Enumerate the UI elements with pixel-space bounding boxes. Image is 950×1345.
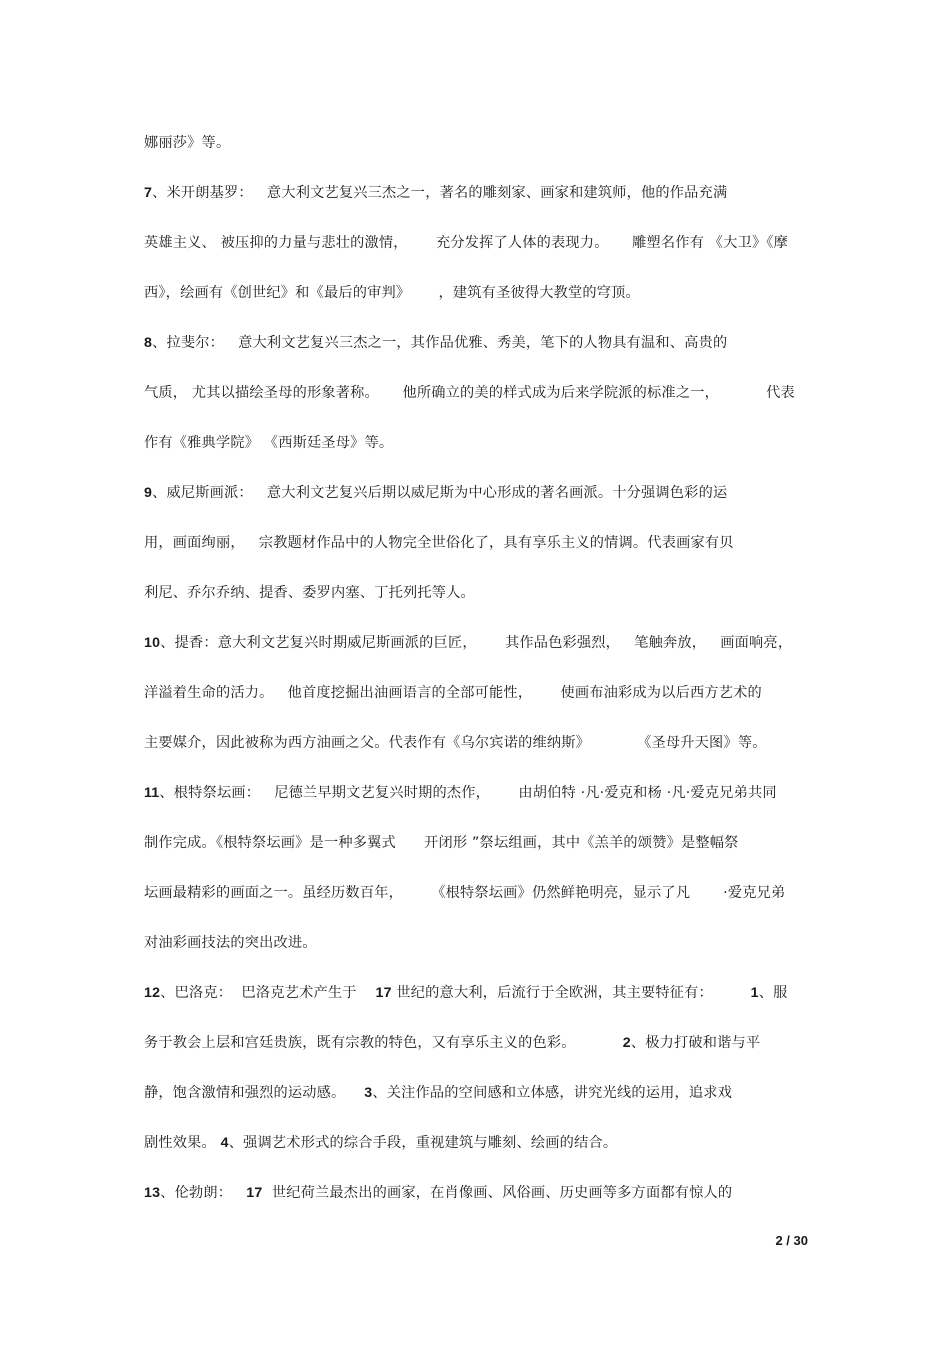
text-span: 英雄主义、 被压抑的力量与悲壮的激情， 充分发挥了人体的表现力。 雕塑名作有 《大卫》《摩 [144, 235, 789, 251]
text-line [144, 433, 808, 453]
text-span: 主要媒介，因此被称为西方油画之父。代表作有《乌尔宾诺的维纳斯》 《圣母升天图》等。 [144, 735, 767, 751]
text-span: 西》，绘画有《创世纪》和《最后的审判》 ，建筑有圣彼得大教堂的穹顶。 [144, 285, 640, 301]
text-span: 利尼、乔尔乔纳、提香、委罗内塞、丁托列托等人。 [144, 585, 475, 601]
text-span: 、根特祭坛画： 尼德兰早期文艺复兴时期的杰作， 由胡伯特 ·凡·爱克和杨 ·凡·爱克兄弟共同 [159, 785, 777, 801]
text-span: 剧性效果。 [144, 1135, 221, 1151]
text-span: 世纪荷兰最杰出的画家，在肖像画、风俗画、历史画等多方面都有惊人的 [262, 1185, 733, 1201]
text-span: 、强调艺术形式的综合手段，重视建筑与雕刻、绘画的结合。 [228, 1135, 618, 1151]
item-number: 11 [144, 785, 160, 801]
text-span: 对油彩画技法的突出改进。 [144, 935, 317, 951]
text-span: 世纪的意大利，后流行于全欧洲，其主要特征有： [391, 985, 751, 1001]
text-span: 娜丽莎》等。 [144, 135, 231, 151]
text-span: 、服 [758, 985, 788, 1001]
text-line [144, 1183, 808, 1203]
text-line [144, 1083, 808, 1103]
item-number: 17 [375, 985, 392, 1001]
text-line [144, 483, 808, 503]
text-span: 气质， 尤其以描绘圣母的形象著称。 他所确立的美的样式成为后来学院派的标准之一， 代表 [144, 385, 795, 401]
text-line [144, 583, 808, 603]
text-span: 务于教会上层和宫廷贵族，既有宗教的特色，又有享乐主义的色彩。 [144, 1035, 623, 1051]
text-line [144, 1133, 808, 1153]
text-span: 、威尼斯画派： 意大利文艺复兴后期以威尼斯为中心形成的著名画派。十分强调色彩的运 [152, 485, 728, 501]
text-span: 、伦勃朗： [160, 1185, 247, 1201]
text-span: 、米开朗基罗： 意大利文艺复兴三杰之一，著名的雕刻家、画家和建筑师，他的作品充满 [152, 185, 728, 201]
item-number: 7 [144, 185, 153, 201]
text-line [144, 333, 808, 353]
text-span: 洋溢着生命的活力。 他首度挖掘出油画语言的全部可能性， 使画布油彩成为以后西方艺术的 [144, 685, 762, 701]
text-line [144, 883, 808, 903]
text-line [144, 383, 808, 403]
text-span: 静，饱含激情和强烈的运动感。 [144, 1085, 365, 1101]
text-line [144, 733, 808, 753]
item-number: 10 [144, 635, 161, 651]
item-number: 2 [622, 1035, 631, 1051]
text-line [144, 833, 808, 853]
text-line [144, 1033, 808, 1053]
text-line [144, 983, 808, 1003]
item-number: 12 [144, 985, 161, 1001]
text-line [144, 633, 808, 653]
text-span: 、极力打破和谐与平 [630, 1035, 761, 1051]
text-line [144, 783, 808, 803]
text-line [144, 933, 808, 953]
text-line [144, 683, 808, 703]
item-number: 17 [246, 1185, 263, 1201]
text-line [144, 533, 808, 553]
text-span: 用，画面绚丽， 宗教题材作品中的人物完全世俗化了，具有享乐主义的情调。代表画家有贝 [144, 535, 734, 551]
text-span: 、提香：意大利文艺复兴时期威尼斯画派的巨匠， 其作品色彩强烈， 笔触奔放， 画面响亮， [160, 635, 793, 651]
page-number: 2 / 30 [775, 1233, 808, 1248]
text-span: 作有《雅典学院》 《西斯廷圣母》等。 [144, 435, 394, 451]
text-line [144, 183, 808, 203]
text-span: 、关注作品的空间感和立体感，讲究光线的运用，追求戏 [372, 1085, 733, 1101]
item-number: 9 [144, 485, 153, 501]
item-number: 1 [750, 985, 759, 1001]
text-span: 、拉斐尔： 意大利文艺复兴三杰之一，其作品优雅、秀美，笔下的人物具有温和、高贵的 [152, 335, 728, 351]
item-number: 4 [220, 1135, 229, 1151]
text-line [144, 133, 808, 153]
text-line [144, 233, 808, 253]
text-span: 坛画最精彩的画面之一。虽经历数百年， 《根特祭坛画》仍然鲜艳明亮，显示了凡 ·爱克兄弟 [144, 885, 786, 901]
text-span: 制作完成。《根特祭坛画》是一种多翼式 开闭形 ”祭坛组画，其中《羔羊的颂赞》是整幅祭 [144, 835, 739, 851]
item-number: 8 [144, 335, 153, 351]
item-number: 3 [364, 1085, 373, 1101]
item-number: 13 [144, 1185, 161, 1201]
text-line [144, 283, 808, 303]
text-span: 、巴洛克： 巴洛克艺术产生于 [160, 985, 376, 1001]
